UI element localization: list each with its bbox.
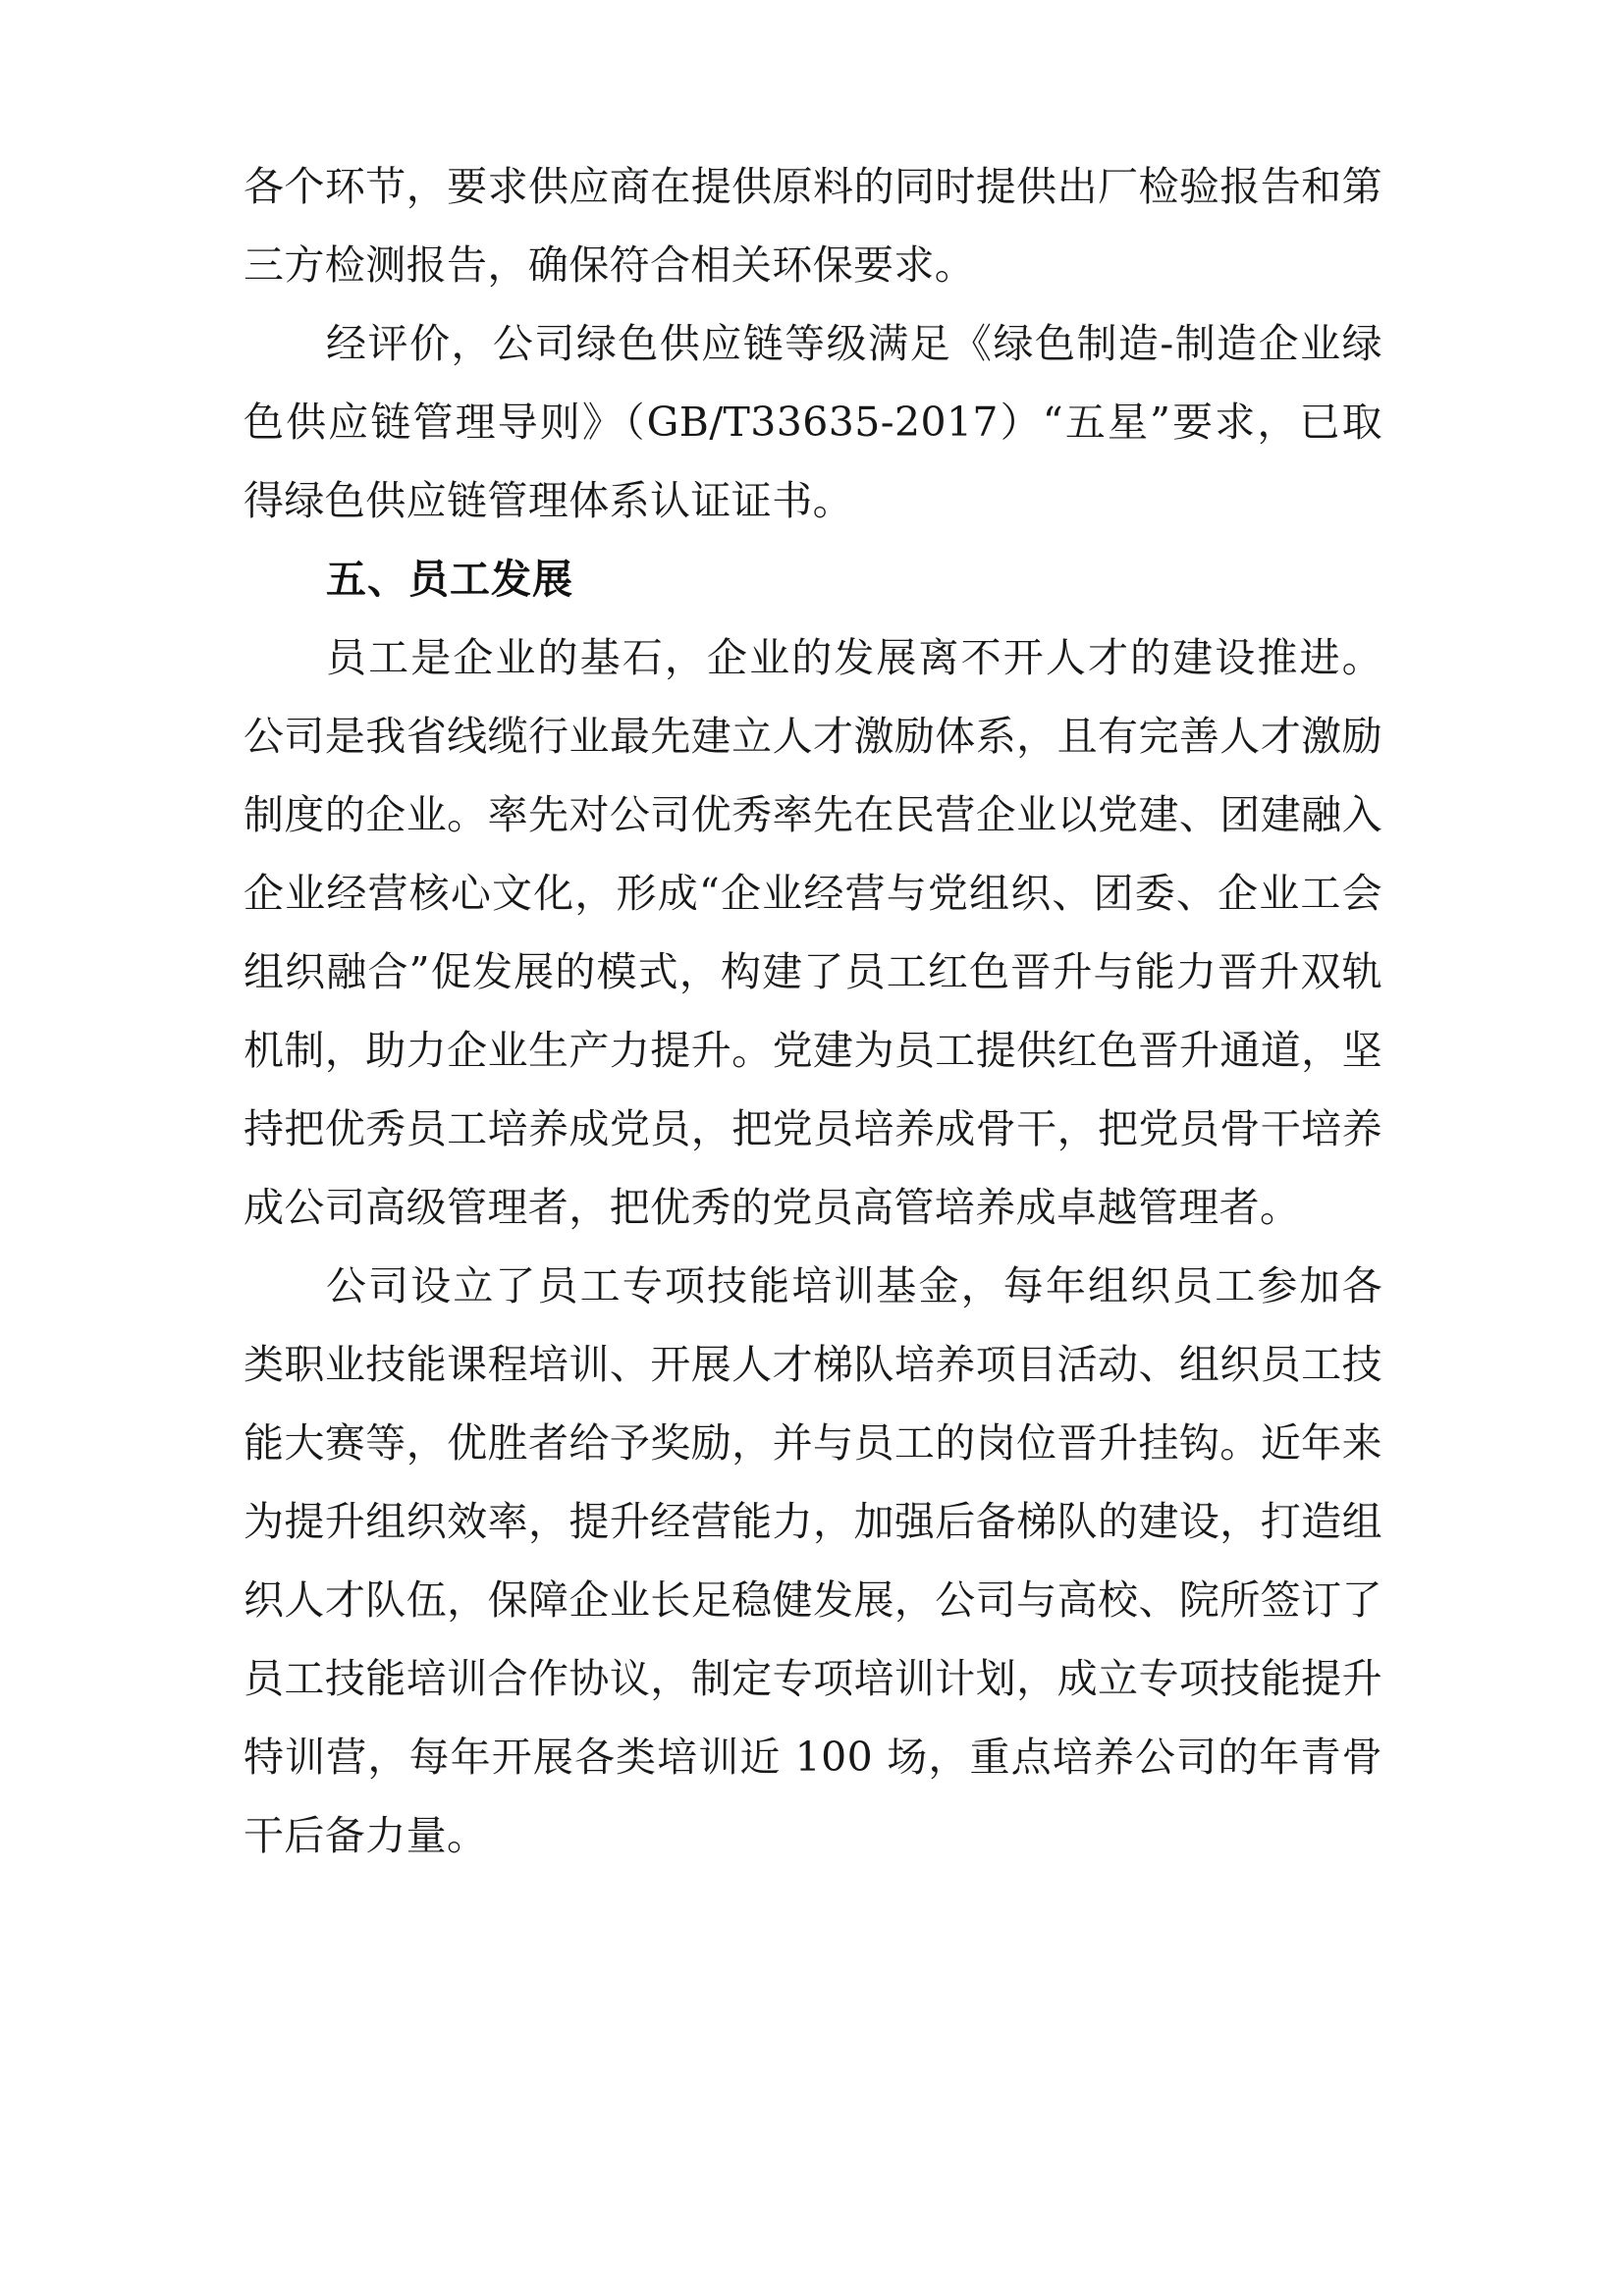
- paragraph-employee-foundation: 员工是企业的基石，企业的发展离不开人才的建设推进。公司是我省线缆行业最先建立人才激励体系，且有完善人才激励制度的企业。率先对公司优秀率先在民营企业以党建、团建融入企业经营核心文化，形成“企业经营与党组织、团委、企业工会组织融合”促发展的模式，构建了员工红色晋升与能力晋升双轨机制，助力企业生产力提升。党建为员工提供红色晋升通道，坚持把优秀员工培养成党员，把党员培养成骨干，把党员骨干培养成公司高级管理者，把优秀的党员高管培养成卓越管理者。: [244, 634, 1382, 1231]
- paragraph-green-supply-chain-rating: 经评价，公司绿色供应链等级满足《绿色制造-制造企业绿色供应链管理导则》（GB/T33635-2017）“五星”要求，已取得绿色供应链管理体系认证证书。: [244, 320, 1382, 524]
- section-heading-employee-development: 五、员工发展: [326, 556, 573, 603]
- paragraph-continued-supply-chain: 各个环节，要求供应商在提供原料的同时提供出厂检验报告和第三方检测报告，确保符合相关环保要求。: [244, 163, 1382, 289]
- document-text-column: [244, 147, 1382, 1875]
- paragraph-training-fund: 公司设立了员工专项技能培训基金，每年组织员工参加各类职业技能课程培训、开展人才梯队培养项目活动、组织员工技能大赛等，优胜者给予奖励，并与员工的岗位晋升挂钩。近年来为提升组织效率，提升经营能力，加强后备梯队的建设，打造组织人才队伍，保障企业长足稳健发展，公司与高校、院所签订了员工技能培训合作协议，制定专项培训计划，成立专项技能提升特训营，每年开展各类培训近 100 场，重点培养公司的年青骨干后备力量。: [244, 1262, 1382, 1859]
